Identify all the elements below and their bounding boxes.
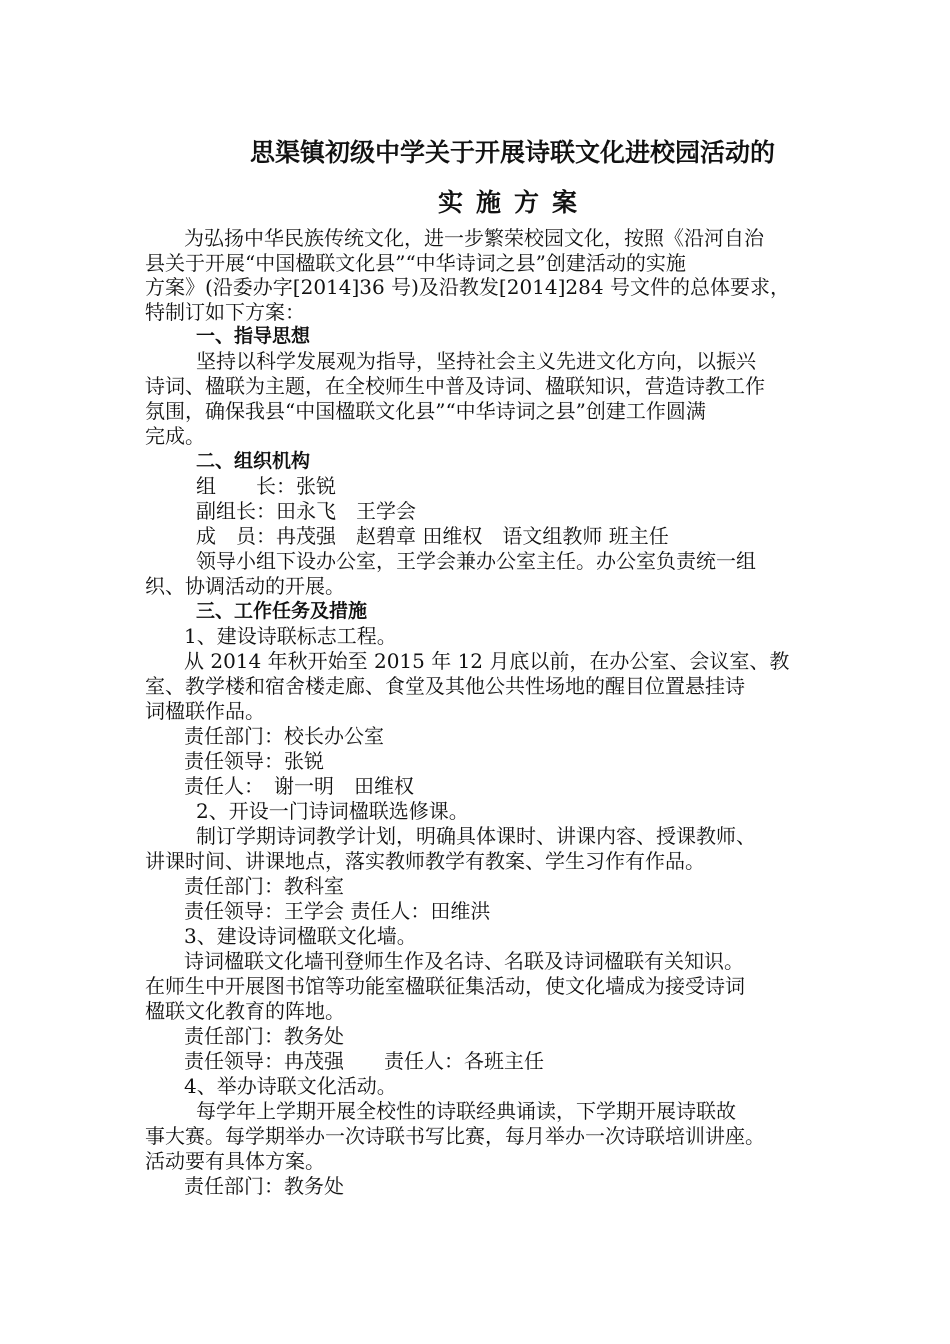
paragraph-line: 领导小组下设办公室，王学会兼办公室主任。办公室负责统一组 xyxy=(196,549,756,573)
paragraph-line: 3、建设诗词楹联文化墙。 xyxy=(184,924,417,948)
paragraph-line: 责任部门：教务处 xyxy=(184,1024,344,1048)
paragraph-line: 责任领导：冉茂强 责任人：各班主任 xyxy=(184,1049,544,1073)
paragraph-line: 活动要有具体方案。 xyxy=(145,1149,325,1173)
paragraph-line: 责任领导：王学会 责任人：田维洪 xyxy=(184,899,491,923)
document-title-line-2: 实施方案 xyxy=(438,188,591,217)
paragraph-line: 每学年上学期开展全校性的诗联经典诵读，下学期开展诗联故 xyxy=(196,1099,736,1123)
document-title-line-1: 思渠镇初级中学关于开展诗联文化进校园活动的 xyxy=(250,138,776,167)
paragraph-line: 在师生中开展图书馆等功能室楹联征集活动，使文化墙成为接受诗词 xyxy=(145,974,745,998)
paragraph-line: 讲课时间、讲课地点，落实教师教学有教案、学生习作有作品。 xyxy=(145,849,705,873)
paragraph-line: 完成。 xyxy=(145,424,205,448)
paragraph-line: 楹联文化教育的阵地。 xyxy=(145,999,345,1023)
paragraph-line: 词楹联作品。 xyxy=(145,699,265,723)
section-heading: 三、工作任务及措施 xyxy=(196,600,368,622)
paragraph-line: 1、建设诗联标志工程。 xyxy=(184,624,397,648)
paragraph-line: 4、举办诗联文化活动。 xyxy=(184,1074,397,1098)
paragraph-line: 为弘扬中华民族传统文化，进一步繁荣校园文化，按照《沿河自治 xyxy=(184,226,764,250)
paragraph-line: 事大赛。每学期举办一次诗联书写比赛，每月举办一次诗联培训讲座。 xyxy=(145,1124,765,1148)
paragraph-line: 诗词楹联文化墙刊登师生作及名诗、名联及诗词楹联有关知识。 xyxy=(184,949,744,973)
paragraph-line: 室、教学楼和宿舍楼走廊、食堂及其他公共性场地的醒目位置悬挂诗 xyxy=(145,674,745,698)
paragraph-line: 方案》(沿委办字[2014]36 号)及沿教发[2014]284 号文件的总体要求， xyxy=(145,275,790,299)
paragraph-line: 2、开设一门诗词楹联选修课。 xyxy=(196,799,469,823)
paragraph-line: 责任领导：张锐 xyxy=(184,749,324,773)
paragraph-line: 组 长：张锐 xyxy=(196,474,336,498)
paragraph-line: 织、协调活动的开展。 xyxy=(145,574,345,598)
paragraph-line: 特制订如下方案： xyxy=(145,300,305,324)
section-heading: 一、指导思想 xyxy=(196,325,311,347)
paragraph-line: 成 员：冉茂强 赵碧章 田维权 语文组教师 班主任 xyxy=(196,524,669,548)
paragraph-line: 氛围，确保我县“中国楹联文化县”“中华诗词之县”创建工作圆满 xyxy=(145,399,706,423)
paragraph-line: 责任部门：教务处 xyxy=(184,1174,344,1198)
paragraph-line: 责任人： 谢一明 田维权 xyxy=(184,774,414,798)
paragraph-line: 副组长：田永飞 王学会 xyxy=(196,499,416,523)
paragraph-line: 从 2014 年秋开始至 2015 年 12 月底以前，在办公室、会议室、教 xyxy=(184,649,790,673)
paragraph-line: 责任部门：校长办公室 xyxy=(184,724,384,748)
paragraph-line: 制订学期诗词教学计划，明确具体课时、讲课内容、授课教师、 xyxy=(196,824,756,848)
section-heading: 二、组织机构 xyxy=(196,450,311,472)
paragraph-line: 坚持以科学发展观为指导，坚持社会主义先进文化方向，以振兴 xyxy=(196,349,756,373)
paragraph-line: 责任部门：教科室 xyxy=(184,874,344,898)
paragraph-line: 诗词、楹联为主题，在全校师生中普及诗词、楹联知识，营造诗教工作 xyxy=(145,374,765,398)
paragraph-line: 县关于开展“中国楹联文化县”“中华诗词之县”创建活动的实施 xyxy=(145,251,686,275)
